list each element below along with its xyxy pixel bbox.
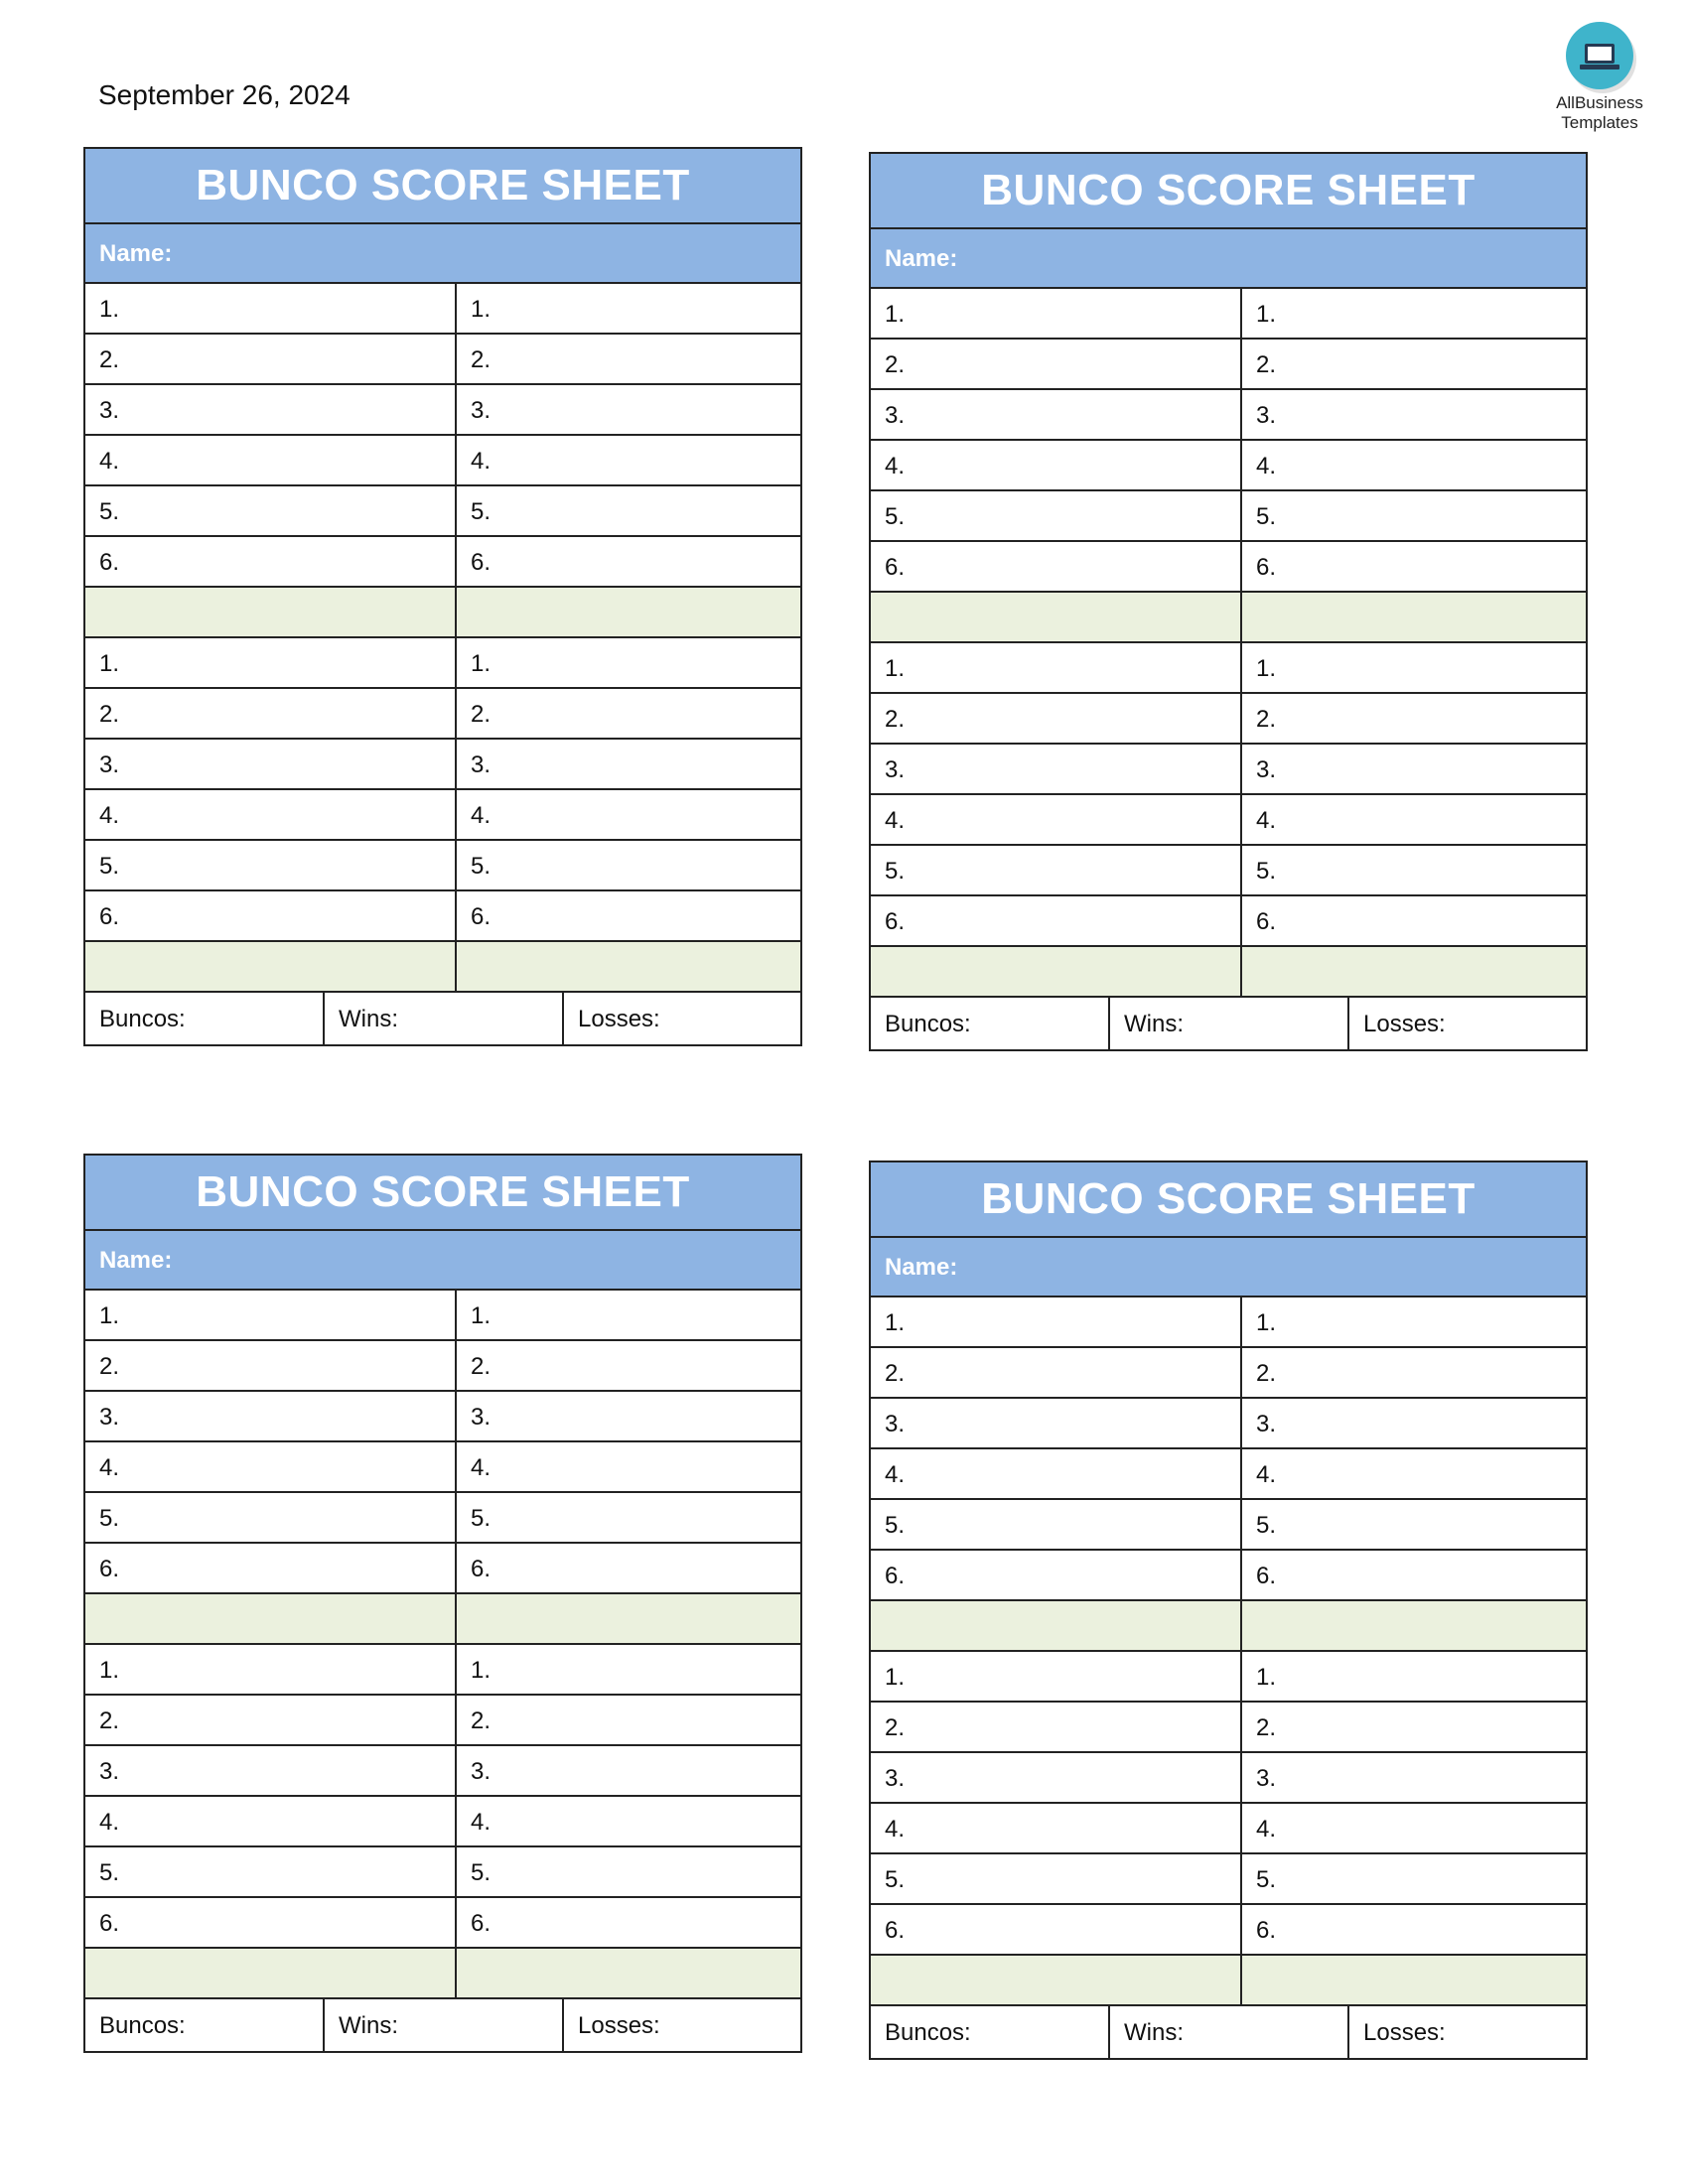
round-score-cell[interactable]: 6. [1256,1563,1277,1589]
bunco-score-sheet [869,1160,1588,2060]
round-score-cell[interactable]: 4. [1256,807,1277,834]
round-score-cell[interactable]: 4. [471,1454,492,1481]
round-row [871,441,1586,491]
round-score-cell[interactable]: 2. [471,701,492,728]
round-score-cell[interactable]: 4. [1256,453,1277,479]
round-score-cell[interactable]: 6. [1256,908,1277,935]
sheet-title: BUNCO SCORE SHEET [85,1156,800,1231]
round-score-cell[interactable]: 3. [1256,1411,1277,1437]
round-score-cell[interactable]: 3. [1256,1765,1277,1792]
round-row [85,537,800,588]
sheet-title: BUNCO SCORE SHEET [871,1162,1586,1238]
round-row [85,1291,800,1341]
round-row [871,643,1586,694]
losses-field[interactable]: Losses: [1363,1011,1446,1037]
round-score-cell[interactable]: 2. [471,1707,492,1734]
buncos-field[interactable]: Buncos: [85,993,325,1045]
losses-field[interactable]: Losses: [578,2012,660,2039]
total-cell[interactable] [85,942,457,991]
round-row [871,1753,1586,1804]
sheet-title: BUNCO SCORE SHEET [85,149,800,224]
round-score-cell[interactable]: 4. [1256,1461,1277,1488]
round-row [85,486,800,537]
name-field[interactable]: Name: [85,1231,800,1291]
summary-row [85,993,800,1045]
round-score-cell[interactable]: 3. [471,1404,492,1431]
round-score-cell[interactable]: 4. [85,790,457,839]
round-row [85,891,800,942]
round-row [871,340,1586,390]
total-cell[interactable] [871,1601,1242,1650]
round-score-cell[interactable]: 3. [85,385,457,434]
round-score-cell[interactable]: 5. [1256,1866,1277,1893]
name-field[interactable]: Name: [871,229,1586,289]
total-cell[interactable] [1242,947,1586,996]
round-score-cell[interactable]: 6. [471,903,492,930]
round-score-cell[interactable]: 6. [471,549,492,576]
logo-text: AllBusiness Templates [1556,93,1643,132]
round-score-cell[interactable]: 2. [1256,706,1277,733]
round-score-cell[interactable]: 5. [871,846,1242,894]
round-score-cell[interactable]: 3. [471,1758,492,1785]
round-score-cell[interactable]: 4. [1256,1816,1277,1843]
round-score-cell[interactable]: 1. [471,1657,492,1684]
round-score-cell[interactable]: 1. [85,1645,457,1694]
total-cell[interactable] [1242,1956,1586,2004]
round-score-cell[interactable]: 3. [871,745,1242,793]
round-score-cell[interactable]: 6. [471,1910,492,1937]
round-row [871,795,1586,846]
round-score-cell[interactable]: 6. [871,542,1242,591]
round-score-cell[interactable]: 5. [85,841,457,889]
summary-row [85,1999,800,2052]
round-row [85,1797,800,1847]
total-row [85,1594,800,1645]
round-row [85,335,800,385]
round-score-cell[interactable]: 2. [871,694,1242,743]
round-score-cell[interactable]: 2. [85,335,457,383]
round-score-cell[interactable]: 5. [1256,1512,1277,1539]
round-row [871,1703,1586,1753]
round-score-cell[interactable]: 5. [85,486,457,535]
round-score-cell[interactable]: 4. [471,802,492,829]
round-score-cell[interactable]: 5. [1256,858,1277,885]
round-score-cell[interactable]: 5. [471,853,492,880]
round-score-cell[interactable]: 6. [85,891,457,940]
round-score-cell[interactable]: 3. [871,1753,1242,1802]
buncos-field[interactable]: Buncos: [85,1999,325,2052]
round-score-cell[interactable]: 2. [471,1353,492,1380]
round-score-cell[interactable]: 2. [85,689,457,738]
round-score-cell[interactable]: 4. [871,441,1242,489]
round-score-cell[interactable]: 1. [85,638,457,687]
sheet-title: BUNCO SCORE SHEET [871,154,1586,229]
round-score-cell[interactable]: 2. [871,1348,1242,1397]
round-row [871,1652,1586,1703]
round-row [85,1898,800,1949]
round-score-cell[interactable]: 6. [1256,554,1277,581]
total-cell[interactable] [457,588,800,636]
total-cell[interactable] [85,1594,457,1643]
round-score-cell[interactable]: 1. [1256,655,1277,682]
round-score-cell[interactable]: 1. [85,284,457,333]
total-cell[interactable] [1242,1601,1586,1650]
total-row [871,593,1586,643]
round-row [871,542,1586,593]
round-score-cell[interactable]: 2. [1256,351,1277,378]
round-score-cell[interactable]: 3. [85,1392,457,1440]
total-cell[interactable] [1242,593,1586,641]
round-score-cell[interactable]: 5. [871,491,1242,540]
round-score-cell[interactable]: 3. [871,390,1242,439]
name-field[interactable]: Name: [871,1238,1586,1297]
bunco-score-sheet [83,1154,802,2053]
buncos-field[interactable]: Buncos: [871,998,1110,1050]
round-score-cell[interactable]: 1. [871,1652,1242,1701]
round-score-cell[interactable]: 3. [85,1746,457,1795]
round-score-cell[interactable]: 3. [471,751,492,778]
round-score-cell[interactable]: 1. [1256,301,1277,328]
round-score-cell[interactable]: 5. [1256,503,1277,530]
bunco-score-sheet [869,152,1588,1051]
round-score-cell[interactable]: 4. [85,1797,457,1845]
round-score-cell[interactable]: 6. [85,1544,457,1592]
round-score-cell[interactable]: 5. [471,498,492,525]
wins-field[interactable]: Wins: [325,993,564,1045]
losses-field[interactable]: Losses: [1363,2019,1446,2046]
round-row [85,790,800,841]
round-score-cell[interactable]: 6. [871,1551,1242,1599]
round-score-cell[interactable]: 6. [471,1556,492,1582]
round-row [871,390,1586,441]
round-row [85,1442,800,1493]
round-score-cell[interactable]: 6. [871,896,1242,945]
round-row [871,1399,1586,1449]
round-row [871,289,1586,340]
round-score-cell[interactable]: 3. [85,740,457,788]
round-score-cell[interactable]: 5. [871,1854,1242,1903]
round-row [871,1297,1586,1348]
round-score-cell[interactable]: 2. [871,1703,1242,1751]
round-score-cell[interactable]: 4. [471,448,492,475]
round-row [871,846,1586,896]
company-logo [1536,22,1663,133]
round-score-cell[interactable]: 5. [871,1500,1242,1549]
round-row [85,436,800,486]
total-cell[interactable] [871,947,1242,996]
total-cell[interactable] [871,1956,1242,2004]
round-score-cell[interactable]: 2. [1256,1360,1277,1387]
round-row [871,1348,1586,1399]
round-score-cell[interactable]: 6. [871,1905,1242,1954]
round-score-cell[interactable]: 1. [871,643,1242,692]
name-field[interactable]: Name: [85,224,800,284]
round-row [85,1746,800,1797]
round-row [871,745,1586,795]
round-score-cell[interactable]: 1. [1256,1309,1277,1336]
total-row [85,588,800,638]
round-row [85,1341,800,1392]
total-row [85,1949,800,1999]
document-date: September 26, 2024 [98,79,351,110]
buncos-field[interactable]: Buncos: [871,2006,1110,2059]
round-score-cell[interactable]: 4. [871,1804,1242,1852]
losses-field[interactable]: Losses: [578,1006,660,1032]
total-cell[interactable] [871,593,1242,641]
total-row [871,947,1586,998]
round-score-cell[interactable]: 1. [1256,1664,1277,1691]
round-score-cell[interactable]: 2. [1256,1714,1277,1741]
wins-field[interactable]: Wins: [325,1999,564,2052]
round-row [85,385,800,436]
total-row [85,942,800,993]
round-score-cell[interactable]: 6. [85,1898,457,1947]
round-score-cell[interactable]: 1. [471,296,492,323]
laptop-icon [1566,22,1633,89]
round-score-cell[interactable]: 1. [85,1291,457,1339]
round-row [85,1847,800,1898]
round-score-cell[interactable]: 1. [871,1297,1242,1346]
total-cell[interactable] [85,1949,457,1997]
total-cell[interactable] [457,1949,800,1997]
round-score-cell[interactable]: 4. [85,1442,457,1491]
total-cell[interactable] [85,588,457,636]
round-row [85,689,800,740]
round-score-cell[interactable]: 5. [471,1505,492,1532]
wins-field[interactable]: Wins: [1110,2006,1349,2059]
round-score-cell[interactable]: 5. [85,1493,457,1542]
round-row [871,1804,1586,1854]
summary-row [871,998,1586,1050]
round-row [871,1854,1586,1905]
round-row [85,1392,800,1442]
round-score-cell[interactable]: 6. [1256,1917,1277,1944]
round-score-cell[interactable]: 4. [871,795,1242,844]
round-row [85,284,800,335]
round-score-cell[interactable]: 5. [85,1847,457,1896]
round-score-cell[interactable]: 4. [471,1809,492,1836]
round-row [85,1493,800,1544]
round-row [871,694,1586,745]
round-row [85,1544,800,1594]
round-score-cell[interactable]: 2. [471,346,492,373]
round-score-cell[interactable]: 6. [85,537,457,586]
round-score-cell[interactable]: 1. [471,650,492,677]
round-score-cell[interactable]: 2. [871,340,1242,388]
total-row [871,1601,1586,1652]
round-score-cell[interactable]: 4. [871,1449,1242,1498]
round-score-cell[interactable]: 3. [1256,756,1277,783]
round-row [85,1645,800,1696]
round-score-cell[interactable]: 4. [85,436,457,484]
round-row [871,1551,1586,1601]
round-row [871,896,1586,947]
round-row [85,841,800,891]
round-score-cell[interactable]: 3. [1256,402,1277,429]
round-row [871,1449,1586,1500]
round-score-cell[interactable]: 1. [471,1302,492,1329]
round-row [871,491,1586,542]
round-score-cell[interactable]: 2. [85,1696,457,1744]
round-score-cell[interactable]: 3. [871,1399,1242,1447]
round-score-cell[interactable]: 5. [471,1859,492,1886]
round-row [871,1905,1586,1956]
summary-row [871,2006,1586,2059]
round-row [85,740,800,790]
total-row [871,1956,1586,2006]
wins-field[interactable]: Wins: [1110,998,1349,1050]
total-cell[interactable] [457,1594,800,1643]
round-row [85,1696,800,1746]
bunco-score-sheet [83,147,802,1046]
round-score-cell[interactable]: 1. [871,289,1242,338]
total-cell[interactable] [457,942,800,991]
round-score-cell[interactable]: 2. [85,1341,457,1390]
round-score-cell[interactable]: 3. [471,397,492,424]
round-row [871,1500,1586,1551]
round-row [85,638,800,689]
